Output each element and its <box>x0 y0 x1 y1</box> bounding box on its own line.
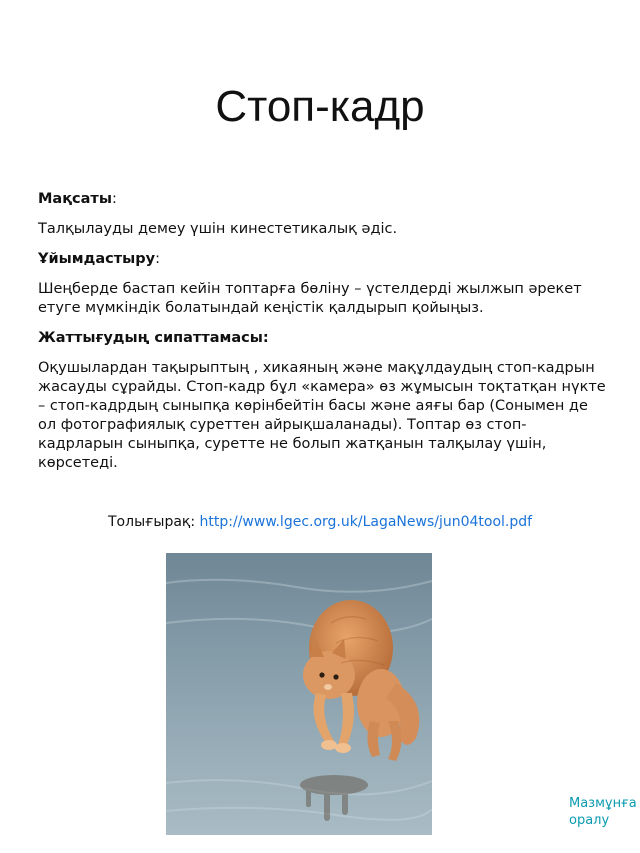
goal-label: Мақсаты <box>38 191 112 207</box>
goal-text: Талқылауды демеу үшін кинестетикалық әдіс. <box>38 221 398 237</box>
cat-photo <box>166 553 432 835</box>
reference-label: Толығырақ: <box>108 514 200 530</box>
back-to-contents-link[interactable]: Мазмұнға оралу <box>569 796 637 828</box>
org-colon: : <box>155 251 160 267</box>
org-label: Ұйымдастыру <box>38 251 156 267</box>
reference-link[interactable]: http://www.lgec.org.uk/LagaNews/jun04tool.pdf <box>199 514 533 530</box>
desc-heading: Жаттығудың сипаттамасы: <box>38 330 269 346</box>
goal-heading <box>38 190 608 209</box>
slide-title: Стоп-кадр <box>215 82 425 131</box>
goal-colon: : <box>111 191 117 207</box>
cat-jumping-over-water-image <box>166 553 432 835</box>
org-heading <box>38 250 608 269</box>
slide-body <box>38 190 608 484</box>
reference-line <box>108 514 532 530</box>
desc-text: Оқушылардан тақырыптың , хикаяның және мақұлдаудың стоп-кадрын жасауды сұрайды. Стоп-кадр бұл «камера» өз жұмысын тоқтатқан нүкте – стоп-кадрдың сыныпқа көрінбейтін басы және аяғы бар (Сонымен де ол фотографиялық суреттен айрықшаланады). Топтар өз стоп-кадрларын сыныпқа, суретте не болып жатқанын талқылау үшін, көрсетеді. <box>38 360 606 471</box>
org-text: Шеңберде бастап кейін топтарға бөліну – үстелдерді жылжып әрекет етуге мүмкіндік болатындай кеңістік қалдырып қойыңыз. <box>38 281 582 316</box>
